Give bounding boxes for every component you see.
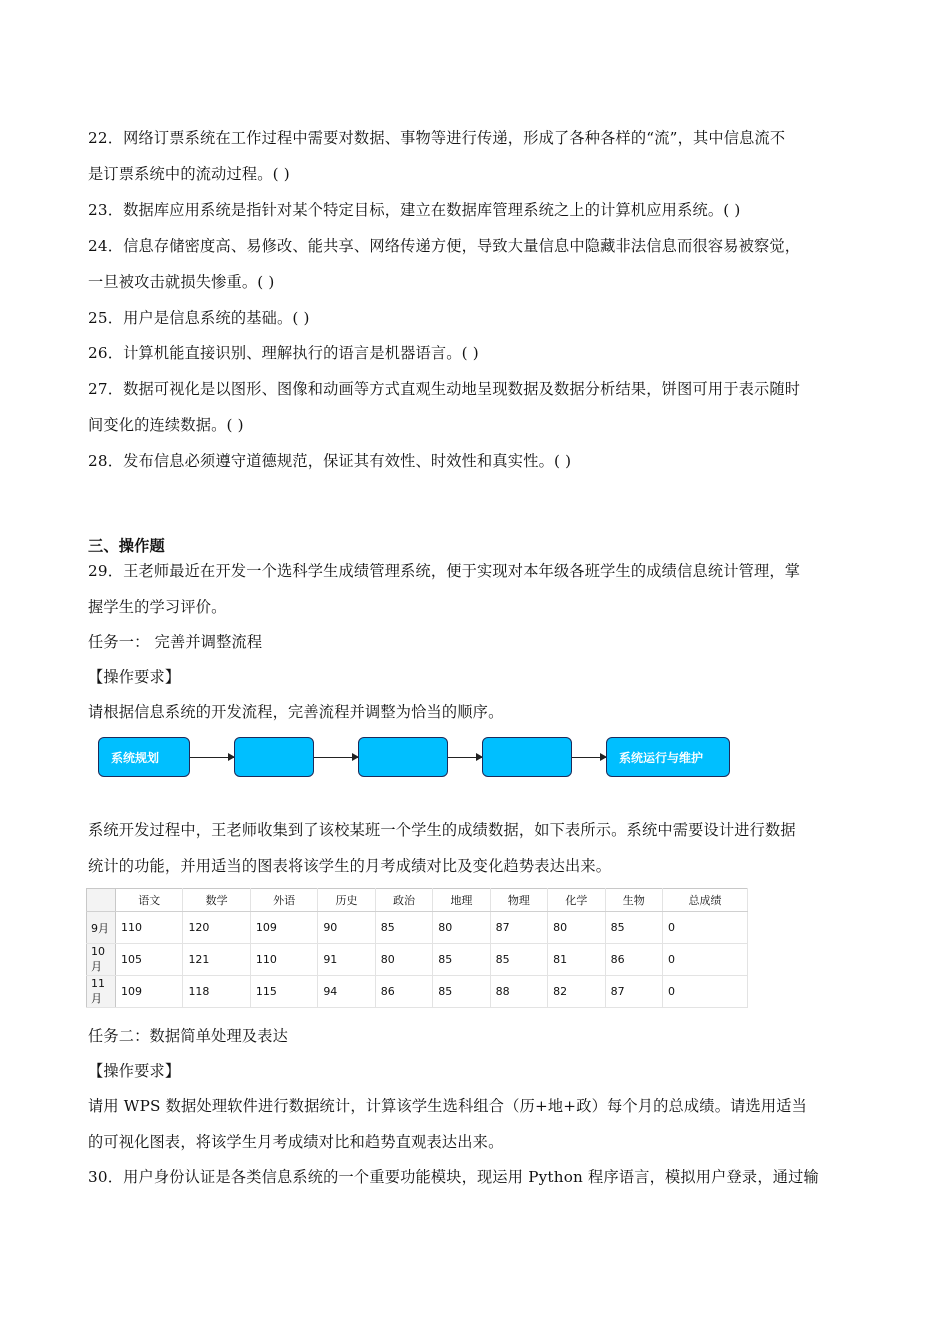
col-header: 物理 [490, 889, 547, 912]
q22-line2: 是订票系统中的流动过程。( ) [88, 165, 290, 183]
table-header-row [87, 889, 748, 912]
col-header: 生物 [605, 889, 662, 912]
table-cell: 120 [183, 912, 250, 944]
task1-requirement: 请根据信息系统的开发流程，完善流程并调整为恰当的顺序。 [88, 703, 504, 721]
table-cell: 80 [548, 912, 605, 944]
table-row [87, 944, 748, 976]
table-cell: 87 [490, 912, 547, 944]
col-header: 数学 [183, 889, 250, 912]
table-cell: 81 [548, 944, 605, 976]
q29-line1: 29．王老师最近在开发一个选科学生成绩管理系统，便于实现对本年级各班学生的成绩信息统计管理，掌 [88, 562, 801, 580]
row-header: 9月 [87, 912, 116, 944]
table-corner [87, 889, 116, 912]
section-heading: 三、操作题 [88, 537, 165, 555]
task1-title: 任务一： 完善并调整流程 [88, 633, 263, 651]
col-header: 外语 [250, 889, 317, 912]
flow-arrow [314, 757, 358, 758]
q29-line2: 握学生的学习评价。 [88, 598, 227, 616]
flow-arrow [448, 757, 482, 758]
flow-box-operation-maintenance: 系统运行与维护 [606, 737, 730, 777]
table-cell: 90 [318, 912, 375, 944]
table-cell: 94 [318, 976, 375, 1008]
col-header: 政治 [375, 889, 432, 912]
flow-arrow [190, 757, 234, 758]
table-cell: 85 [490, 944, 547, 976]
task2-requirement-line2: 的可视化图表，将该学生月考成绩对比和趋势直观表达出来。 [88, 1133, 504, 1151]
flow-box-system-planning: 系统规划 [98, 737, 190, 777]
row-header: 10月 [87, 944, 116, 976]
table-cell: 110 [250, 944, 317, 976]
table-row [87, 912, 748, 944]
table-cell: 86 [605, 944, 662, 976]
q28: 28．发布信息必须遵守道德规范，保证其有效性、时效性和真实性。( ) [88, 452, 572, 470]
flow-arrow [572, 757, 606, 758]
table-cell: 105 [116, 944, 183, 976]
table-cell: 109 [250, 912, 317, 944]
table-cell: 91 [318, 944, 375, 976]
table-cell: 0 [663, 912, 748, 944]
table-cell: 121 [183, 944, 250, 976]
col-header: 化学 [548, 889, 605, 912]
row-header: 11月 [87, 976, 116, 1008]
q24-line2: 一旦被攻击就损失惨重。( ) [88, 273, 275, 291]
flow-box-blank-3 [482, 737, 572, 777]
flowchart [96, 737, 736, 781]
q25: 25．用户是信息系统的基础。( ) [88, 309, 310, 327]
task2-requirement-line1: 请用 WPS 数据处理软件进行数据统计，计算该学生选科组合（历+地+政）每个月的总成绩。请选用适当 [88, 1097, 808, 1115]
q22-line1: 22．网络订票系统在工作过程中需要对数据、事物等进行传递，形成了各种各样的“流”，其中信息流不 [88, 129, 786, 147]
score-table [86, 888, 748, 1008]
table-cell: 118 [183, 976, 250, 1008]
flow-box-blank-2 [358, 737, 448, 777]
table-cell: 0 [663, 944, 748, 976]
table-cell: 80 [375, 944, 432, 976]
table-cell: 82 [548, 976, 605, 1008]
table-cell: 85 [375, 912, 432, 944]
table-cell: 115 [250, 976, 317, 1008]
table-cell: 0 [663, 976, 748, 1008]
q24-line1: 24．信息存储密度高、易修改、能共享、网络传递方便，导致大量信息中隐藏非法信息而很容易被察觉， [88, 237, 801, 255]
table-cell: 85 [433, 944, 490, 976]
task2-requirement-label: 【操作要求】 [88, 1062, 181, 1080]
task1-requirement-label: 【操作要求】 [88, 668, 181, 686]
col-header: 语文 [116, 889, 183, 912]
table-cell: 87 [605, 976, 662, 1008]
col-header: 总成绩 [663, 889, 748, 912]
data-intro-line1: 系统开发过程中，王老师收集到了该校某班一个学生的成绩数据，如下表所示。系统中需要设计进行数据 [88, 821, 796, 839]
flow-box-blank-1 [234, 737, 314, 777]
table-cell: 88 [490, 976, 547, 1008]
data-intro-line2: 统计的功能，并用适当的图表将该学生的月考成绩对比及变化趋势表达出来。 [88, 857, 612, 875]
col-header: 历史 [318, 889, 375, 912]
table-cell: 109 [116, 976, 183, 1008]
task2-title: 任务二：数据简单处理及表达 [88, 1027, 289, 1045]
table-cell: 110 [116, 912, 183, 944]
table-cell: 85 [605, 912, 662, 944]
table-cell: 80 [433, 912, 490, 944]
table-cell: 85 [433, 976, 490, 1008]
table-row [87, 976, 748, 1008]
q27-line1: 27．数据可视化是以图形、图像和动画等方式直观生动地呈现数据及数据分析结果，饼图可用于表示随时 [88, 380, 801, 398]
q27-line2: 间变化的连续数据。( ) [88, 416, 244, 434]
q26: 26．计算机能直接识别、理解执行的语言是机器语言。( ) [88, 344, 479, 362]
q23: 23．数据库应用系统是指针对某个特定目标，建立在数据库管理系统之上的计算机应用系统。( ) [88, 201, 741, 219]
col-header: 地理 [433, 889, 490, 912]
table-cell: 86 [375, 976, 432, 1008]
q30-line1: 30．用户身份认证是各类信息系统的一个重要功能模块，现运用 Python 程序语言，模拟用户登录，通过输 [88, 1168, 819, 1186]
